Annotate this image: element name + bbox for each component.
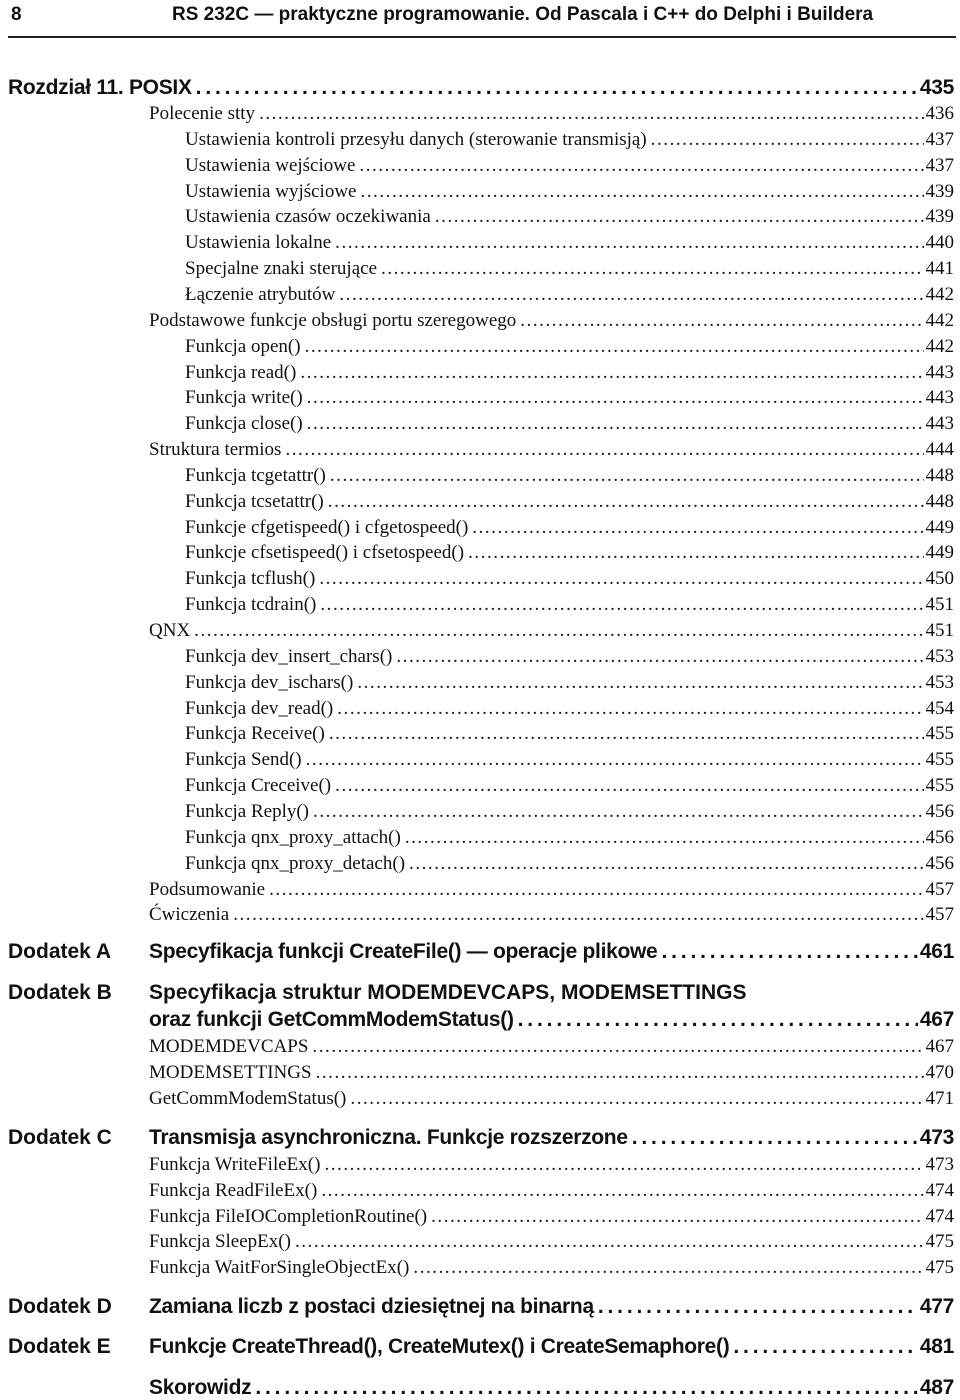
entry-title: Funkcja WaitForSingleObjectEx() <box>149 1257 410 1279</box>
entry-page: 443 <box>925 361 954 383</box>
entry-page: 477 <box>919 1295 954 1318</box>
entry-title: Łączenie atrybutów <box>185 283 336 305</box>
dot-leader <box>305 336 924 358</box>
dot-leader <box>285 439 923 461</box>
toc-entry[interactable] <box>185 594 954 616</box>
entry-title: Funkcja WriteFileEx() <box>149 1154 321 1175</box>
dot-leader <box>259 103 923 125</box>
toc-entry[interactable] <box>149 1231 954 1253</box>
dot-leader <box>431 1206 923 1228</box>
dot-leader <box>360 181 923 203</box>
entry-page: 475 <box>925 1257 954 1279</box>
entry-title: Transmisja asynchroniczna. Funkcje rozszerzone <box>149 1126 628 1149</box>
entry-title: Funkcja read() <box>185 361 297 383</box>
entry-title: Funkcja open() <box>185 335 301 357</box>
entry-title: Funkcja close() <box>185 413 303 435</box>
dot-leader <box>413 1257 923 1279</box>
entry-page: 437 <box>925 154 954 176</box>
entry-title: QNX <box>149 620 191 641</box>
dot-leader <box>381 258 923 280</box>
running-header <box>8 0 956 38</box>
dot-leader <box>520 310 923 332</box>
toc-entry[interactable] <box>149 1206 954 1228</box>
entry-title: Funkcja FileIOCompletionRoutine() <box>149 1205 428 1227</box>
entry-page: 453 <box>925 671 954 693</box>
entry-title: Funkcje cfsetispeed() i cfsetospeed() <box>185 542 465 564</box>
entry-title: oraz funkcji GetCommModemStatus() <box>149 1008 514 1031</box>
entry-page: 443 <box>925 413 954 435</box>
dot-leader <box>396 646 923 668</box>
toc-entry[interactable] <box>149 1180 954 1202</box>
toc-entry-appendix-a[interactable] <box>149 940 954 964</box>
entry-page: 450 <box>925 568 954 590</box>
dot-leader <box>339 284 923 306</box>
entry-title: Ćwiczenia <box>149 904 230 926</box>
entry-page: 436 <box>925 103 954 124</box>
entry-title: Rozdział 11. POSIX <box>8 76 192 99</box>
entry-page: 451 <box>925 620 954 641</box>
entry-page: 442 <box>925 309 954 331</box>
dot-leader <box>409 853 923 875</box>
toc-entry[interactable] <box>185 542 954 564</box>
toc-entry[interactable] <box>149 1088 954 1110</box>
appendix-c-label: Dodatek C <box>8 1126 112 1149</box>
dot-leader <box>319 568 923 590</box>
entry-title: Funkcja Creceive() <box>185 775 332 797</box>
dot-leader <box>233 904 923 926</box>
entry-page: 470 <box>925 1061 954 1083</box>
toc-entry[interactable] <box>149 1154 954 1176</box>
entry-title: Funkcja SleepEx() <box>149 1231 291 1253</box>
entry-title: Funkcja tcflush() <box>185 568 316 590</box>
toc-entry[interactable] <box>149 904 954 926</box>
dot-leader <box>330 465 924 487</box>
entry-page: 449 <box>925 516 954 538</box>
toc-entry[interactable] <box>185 698 954 720</box>
entry-page: 473 <box>919 1126 954 1149</box>
toc-entry[interactable] <box>185 568 954 590</box>
dot-leader <box>472 517 923 539</box>
appendix-b-label: Dodatek B <box>8 981 112 1004</box>
toc-entry[interactable] <box>149 439 954 461</box>
dot-leader <box>324 1154 923 1176</box>
entry-page: 442 <box>925 283 954 305</box>
entry-page: 439 <box>925 206 954 228</box>
toc-entry[interactable] <box>185 775 954 797</box>
dot-leader <box>329 723 924 745</box>
appendix-a-label: Dodatek A <box>8 940 112 963</box>
entry-page: 467 <box>925 1036 954 1057</box>
toc-entry[interactable] <box>185 465 954 487</box>
dot-leader <box>350 1088 923 1110</box>
dot-leader <box>307 413 924 435</box>
entry-title: Ustawienia lokalne <box>185 232 332 254</box>
toc-entry[interactable] <box>185 155 954 177</box>
dot-leader <box>468 542 923 564</box>
entry-page: 437 <box>925 128 954 150</box>
entry-page: 456 <box>925 826 954 848</box>
entry-title: Ustawienia czasów oczekiwania <box>185 206 431 228</box>
toc-entry[interactable] <box>149 310 954 332</box>
entry-page: 443 <box>925 387 954 409</box>
entry-page: 449 <box>925 542 954 564</box>
toc-entry-index[interactable] <box>149 1376 954 1400</box>
toc-entry[interactable] <box>149 1062 954 1084</box>
dot-leader <box>651 129 924 151</box>
entry-title: Funkcje CreateThread(), CreateMutex() i CreateSemaphore() <box>149 1335 730 1358</box>
toc-entry[interactable] <box>149 1036 954 1058</box>
entry-page: 455 <box>925 749 954 771</box>
entry-page: 457 <box>925 878 954 900</box>
entry-page: 440 <box>925 232 954 254</box>
entry-page: 439 <box>925 180 954 202</box>
dot-leader <box>320 594 923 616</box>
toc-entry[interactable] <box>185 284 954 306</box>
appendix-b-title-line1: Specyfikacja struktur MODEMDEVCAPS, MODEMSETTINGS <box>149 981 747 1004</box>
book-title: RS 232C — praktyczne programowanie. Od Pascala i C++ do Delphi i Buildera <box>172 4 874 25</box>
entry-page: 435 <box>919 76 954 99</box>
dot-leader <box>357 672 923 694</box>
entry-title: MODEMDEVCAPS <box>149 1036 309 1057</box>
entry-title: Funkcja tcsetattr() <box>185 490 324 512</box>
entry-title: Funkcja dev_insert_chars() <box>185 645 393 667</box>
entry-page: 454 <box>925 697 954 719</box>
entry-page: 455 <box>925 723 954 745</box>
toc-entry[interactable] <box>185 517 954 539</box>
entry-page: 455 <box>925 775 954 797</box>
toc-entry[interactable] <box>185 129 954 151</box>
dot-leader <box>269 879 923 901</box>
dot-leader <box>194 620 923 642</box>
entry-title: Funkcja tcgetattr() <box>185 464 326 486</box>
dot-leader <box>337 698 923 720</box>
entry-page: 441 <box>925 258 954 280</box>
dot-leader <box>313 801 923 823</box>
entry-title: Funkcja ReadFileEx() <box>149 1179 318 1201</box>
toc-entry[interactable] <box>185 413 954 435</box>
toc-entry[interactable] <box>185 749 954 771</box>
dot-leader <box>316 1062 924 1084</box>
toc-entry[interactable] <box>185 853 954 875</box>
dot-leader <box>321 1180 923 1202</box>
toc-entry[interactable] <box>185 258 954 280</box>
appendix-e-label: Dodatek E <box>8 1335 111 1358</box>
entry-page: 461 <box>919 940 954 963</box>
entry-title: Funkcja Send() <box>185 749 302 771</box>
entry-title: Funkcja write() <box>185 387 303 409</box>
dot-leader <box>598 1295 918 1319</box>
entry-title: Specyfikacja funkcji CreateFile() — operacje plikowe <box>149 940 658 963</box>
entry-title: Funkcja dev_ischars() <box>185 671 354 693</box>
toc-entry-appendix-d[interactable] <box>149 1295 954 1319</box>
entry-page: 456 <box>925 800 954 822</box>
toc-entry[interactable] <box>185 336 954 358</box>
dot-leader <box>405 827 924 849</box>
entry-page: 487 <box>919 1376 954 1399</box>
entry-page: 481 <box>919 1335 954 1358</box>
entry-title: MODEMSETTINGS <box>149 1061 312 1083</box>
entry-title: Funkcja tcdrain() <box>185 594 317 616</box>
entry-title: Funkcja qnx_proxy_attach() <box>185 826 401 848</box>
entry-page: 471 <box>925 1087 954 1109</box>
entry-page: 474 <box>925 1179 954 1201</box>
toc-entry[interactable] <box>185 206 954 228</box>
entry-page: 473 <box>925 1154 954 1175</box>
dot-leader <box>435 206 924 228</box>
toc-entry[interactable] <box>149 1257 954 1279</box>
dot-leader <box>307 387 924 409</box>
toc-entry[interactable] <box>185 827 954 849</box>
dot-leader <box>328 491 924 513</box>
entry-title: Podstawowe funkcje obsługi portu szeregowego <box>149 309 517 331</box>
entry-page: 448 <box>925 490 954 512</box>
dot-leader <box>255 1376 918 1400</box>
entry-page: 467 <box>919 1008 954 1031</box>
appendix-d-label: Dodatek D <box>8 1295 112 1318</box>
dot-leader <box>733 1335 917 1359</box>
toc-entry[interactable] <box>185 801 954 823</box>
entry-title: Funkcja qnx_proxy_detach() <box>185 852 406 874</box>
toc-entry-appendix-b[interactable] <box>149 1008 954 1032</box>
toc-entry[interactable] <box>185 181 954 203</box>
toc-entry-chapter-11[interactable] <box>8 76 954 100</box>
entry-title: Specjalne znaki sterujące <box>185 258 378 280</box>
dot-leader <box>518 1008 918 1032</box>
entry-page: 451 <box>925 594 954 616</box>
dot-leader <box>306 749 924 771</box>
entry-title: Funkcje cfgetispeed() i cfgetospeed() <box>185 516 469 538</box>
toc-entry[interactable] <box>149 879 954 901</box>
toc-entry[interactable] <box>185 232 954 254</box>
entry-title: Zamiana liczb z postaci dziesiętnej na binarną <box>149 1295 594 1318</box>
entry-page: 453 <box>925 645 954 667</box>
toc-entry[interactable] <box>185 387 954 409</box>
entry-title: GetCommModemStatus() <box>149 1087 347 1109</box>
entry-title: Polecenie stty <box>149 103 256 124</box>
entry-title: Funkcja dev_read() <box>185 697 334 719</box>
entry-title: Ustawienia wyjściowe <box>185 180 357 202</box>
dot-leader <box>300 362 923 384</box>
toc-entry[interactable] <box>185 491 954 513</box>
entry-title: Ustawienia kontroli przesyłu danych (sterowanie transmisją) <box>185 128 647 150</box>
toc-entry[interactable] <box>185 723 954 745</box>
dot-leader <box>295 1231 924 1253</box>
toc-entry[interactable] <box>185 672 954 694</box>
entry-page: 456 <box>925 852 954 874</box>
entry-title: Funkcja Reply() <box>185 800 310 822</box>
toc-entry[interactable] <box>185 646 954 668</box>
toc-entry[interactable] <box>149 620 954 642</box>
entry-page: 474 <box>925 1205 954 1227</box>
entry-page: 442 <box>925 335 954 357</box>
entry-page: 475 <box>925 1231 954 1253</box>
dot-leader <box>335 232 923 254</box>
entry-page: 444 <box>925 439 954 461</box>
entry-page: 457 <box>925 904 954 926</box>
entry-page: 448 <box>925 464 954 486</box>
dot-leader <box>359 155 923 177</box>
toc-entry-appendix-e[interactable] <box>149 1335 954 1359</box>
dot-leader <box>196 76 918 100</box>
dot-leader <box>632 1126 918 1150</box>
dot-leader <box>312 1036 923 1058</box>
page-number: 8 <box>11 4 22 25</box>
entry-title: Ustawienia wejściowe <box>185 154 356 176</box>
entry-title: Funkcja Receive() <box>185 723 325 745</box>
entry-title: Podsumowanie <box>149 878 266 900</box>
dot-leader <box>335 775 923 797</box>
dot-leader <box>661 940 917 964</box>
entry-title: Struktura termios <box>149 439 282 461</box>
toc-entry-appendix-c[interactable] <box>149 1126 954 1150</box>
entry-title: Skorowidz <box>149 1376 252 1399</box>
toc-entry[interactable] <box>185 362 954 384</box>
toc-entry[interactable] <box>149 103 954 125</box>
